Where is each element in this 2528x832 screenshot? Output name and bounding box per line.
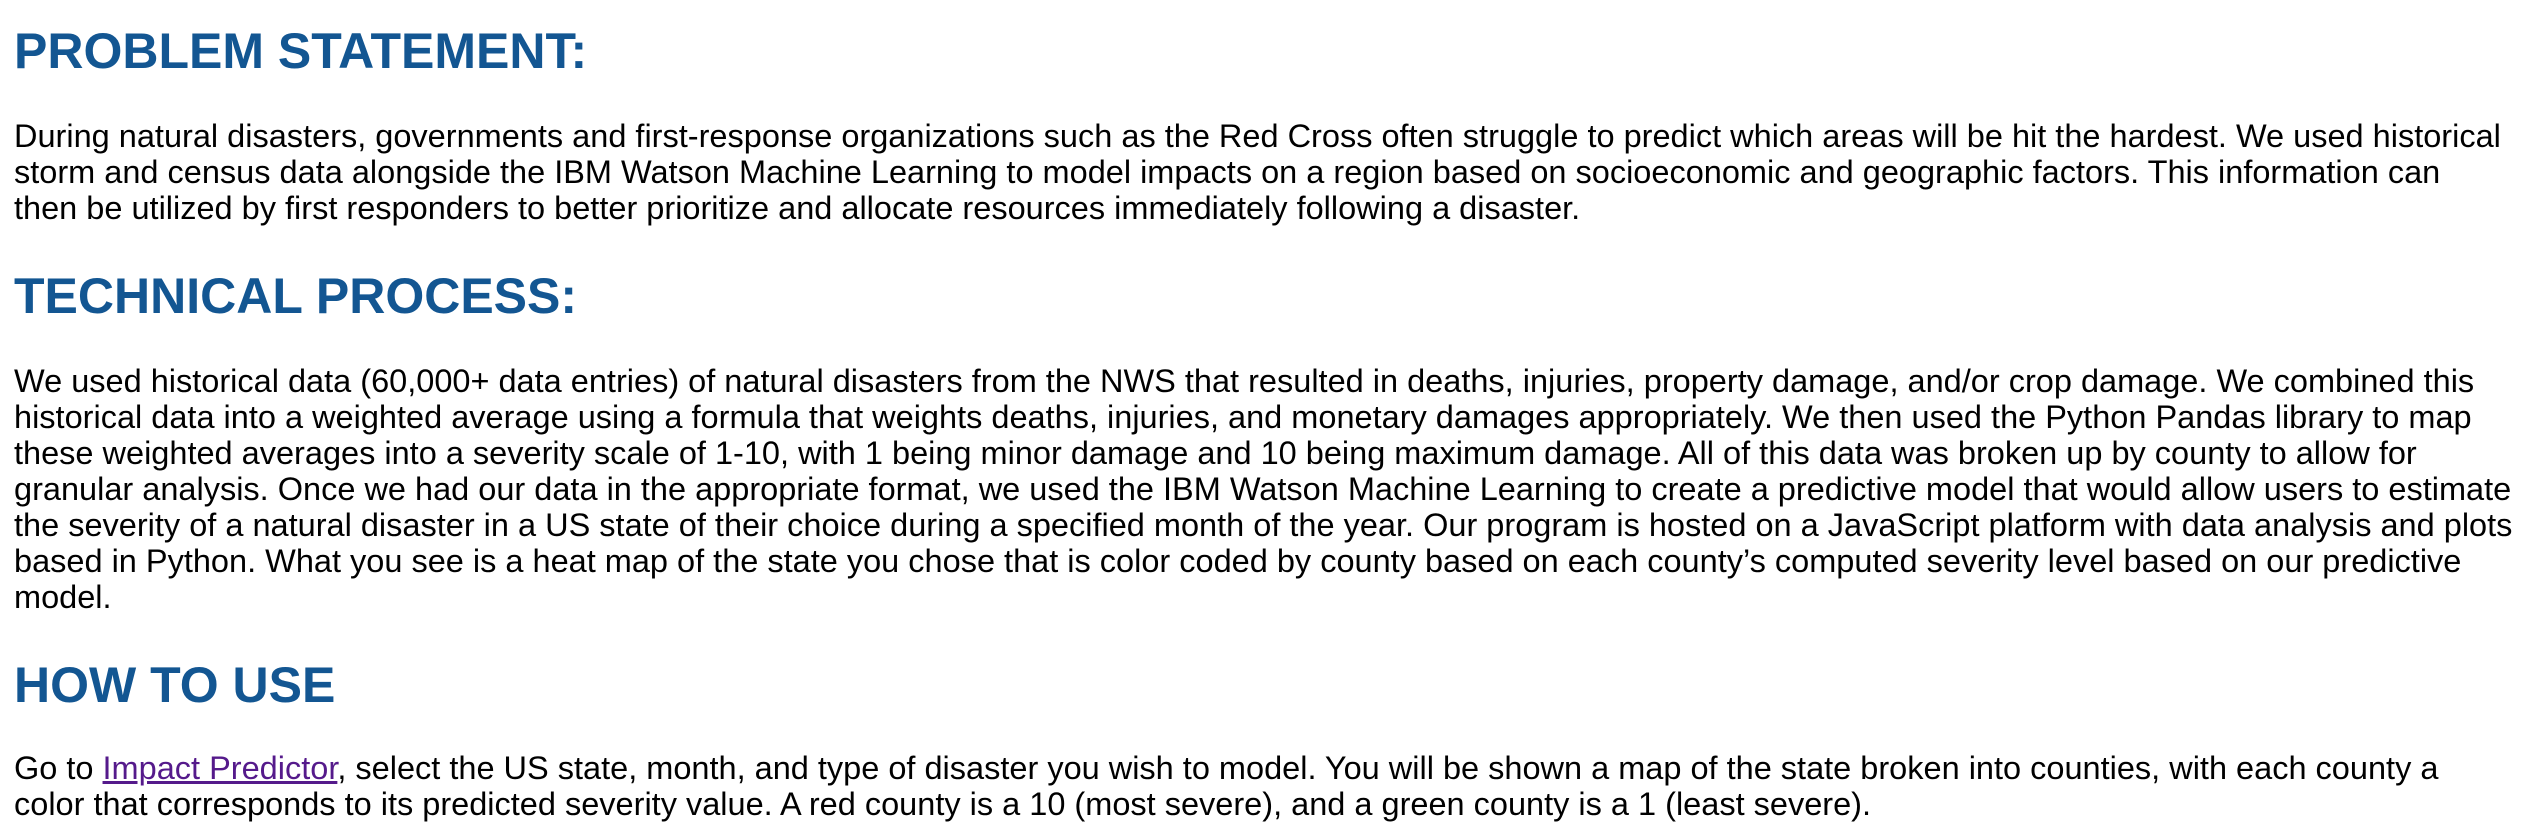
impact-predictor-link[interactable]: Impact Predictor	[102, 750, 338, 786]
technical-process-heading: TECHNICAL PROCESS:	[14, 268, 578, 324]
technical-process-paragraph: We used historical data (60,000+ data entries) of natural disasters from the NWS that resulted in deaths, injuries, property damage, and/or crop damage. We combined this historical data into a weighted average using a formula that weights deaths, injuries, and monetary damages appropriately. We then used the Python Pandas library to map these weighted averages into a severity scale of 1-10, with 1 being minor damage and 10 being maximum damage. All of this data was broken up by county to allow for granular analysis. Once we had our data in the appropriate format, we used the IBM Watson Machine Learning to create a predictive model that would allow users to estimate the severity of a natural disaster in a US state of their choice during a specified month of the year. Our program is hosted on a JavaScript platform with data analysis and plots based in Python. What you see is a heat map of the state you chose that is color coded by county based on each county’s computed severity level based on our predictive model.	[14, 363, 2513, 615]
how-to-use-paragraph	[14, 750, 2509, 822]
how-to-use-text-suffix: , select the US state, month, and type of disaster you wish to model. You will be shown a map of the state broken into counties, with each county a color that corresponds to its predicted severity value. A red county is a 10 (most severe), and a green county is a 1 (least severe).	[14, 750, 2439, 822]
how-to-use-text-prefix: Go to	[14, 750, 103, 786]
problem-statement-paragraph: During natural disasters, governments and first-response organizations such as the Red Cross often struggle to predict which areas will be hit the hardest. We used historical storm and census data alongside the IBM Watson Machine Learning to model impacts on a region based on socioeconomic and geographic factors. This information can then be utilized by first responders to better prioritize and allocate resources immediately following a disaster.	[14, 118, 2501, 226]
how-to-use-heading: HOW TO USE	[14, 657, 336, 713]
problem-statement-heading: PROBLEM STATEMENT:	[14, 23, 588, 79]
